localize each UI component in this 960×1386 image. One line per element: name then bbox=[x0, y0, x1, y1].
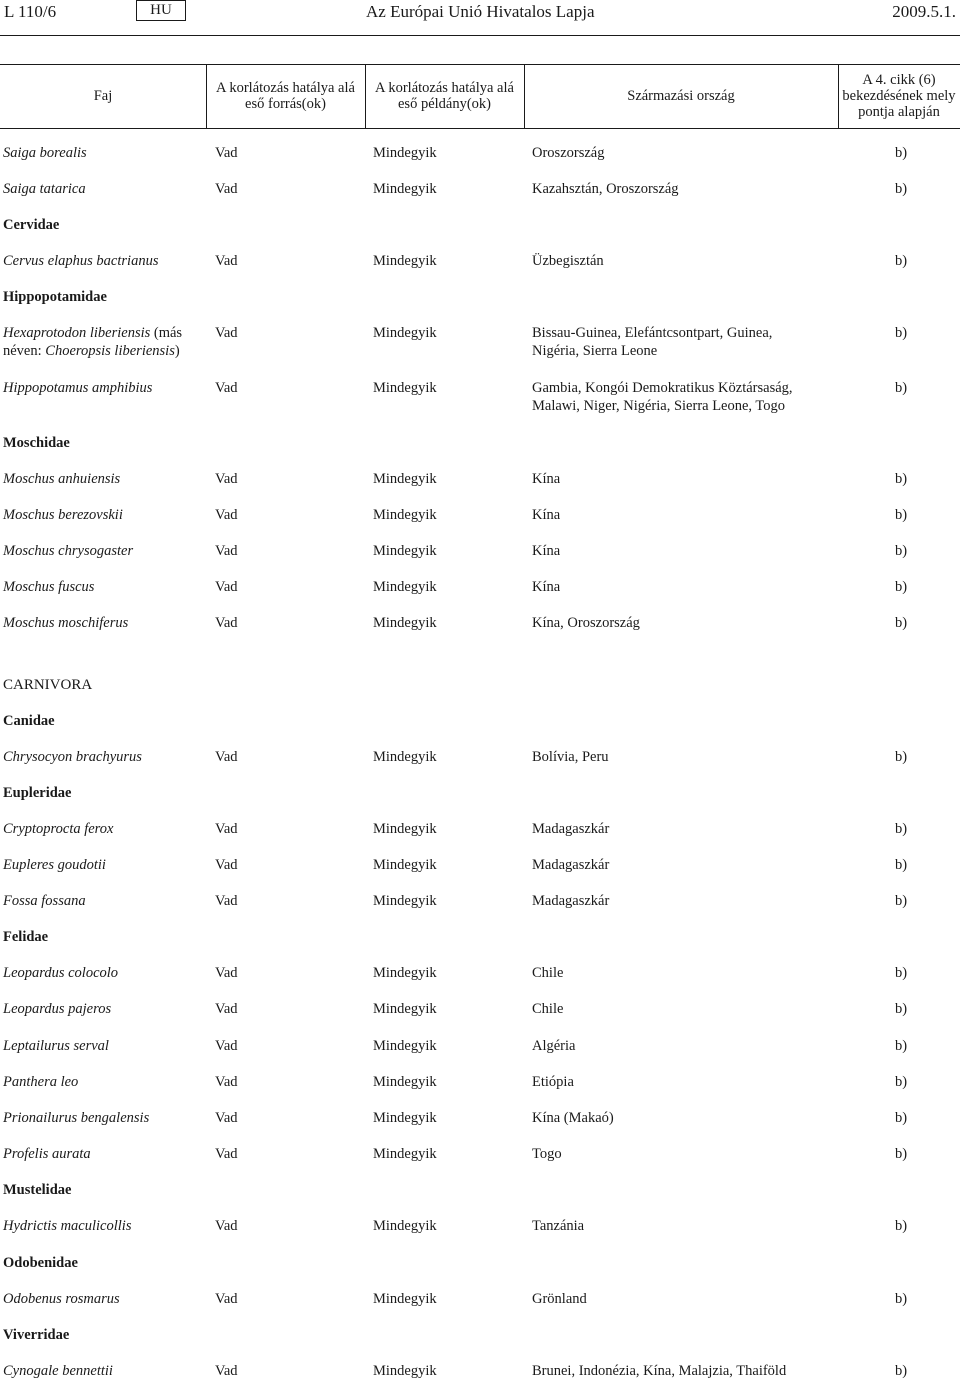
species-name: Profelis aurata bbox=[3, 1146, 91, 1162]
specimens-cell: Mindegyik bbox=[373, 579, 437, 595]
source-cell: Vad bbox=[215, 1218, 238, 1234]
country-cell: Brunei, Indonézia, Kína, Malajzia, Thaiföld bbox=[532, 1363, 787, 1379]
specimens-cell: Mindegyik bbox=[373, 253, 437, 269]
page-header bbox=[0, 0, 960, 30]
paragraph-cell: b) bbox=[895, 1146, 908, 1162]
species-name: Leptailurus serval bbox=[3, 1038, 109, 1054]
specimens-cell: Mindegyik bbox=[373, 965, 437, 981]
header-line: Származási ország bbox=[627, 88, 735, 104]
family-name: Eupleridae bbox=[3, 785, 72, 801]
country-cell: Algéria bbox=[532, 1038, 576, 1054]
country-cell: Kína bbox=[532, 507, 561, 523]
country-line: Gambia, Kongói Demokratikus Köztársaság, bbox=[532, 380, 793, 396]
specimens-cell: Mindegyik bbox=[373, 1291, 437, 1307]
paragraph-cell: b) bbox=[895, 507, 908, 523]
species-name: Cynogale bennettii bbox=[3, 1363, 113, 1379]
header-text bbox=[94, 88, 113, 104]
paragraph-cell: b) bbox=[895, 325, 908, 341]
specimens-cell: Mindegyik bbox=[373, 380, 437, 396]
country-cell: Madagaszkár bbox=[532, 821, 610, 837]
language-code-box: HU bbox=[136, 0, 186, 21]
order-name: CARNIVORA bbox=[3, 677, 93, 693]
paragraph-cell: b) bbox=[895, 893, 908, 909]
source-cell: Vad bbox=[215, 1001, 238, 1017]
source-cell: Vad bbox=[215, 253, 238, 269]
specimens-cell: Mindegyik bbox=[373, 1074, 437, 1090]
header-line: A 4. cikk (6) bbox=[862, 72, 936, 88]
source-cell: Vad bbox=[215, 857, 238, 873]
source-cell: Vad bbox=[215, 325, 238, 341]
source-cell: Vad bbox=[215, 380, 238, 396]
species-name: Saiga tatarica bbox=[3, 181, 86, 197]
header-line: eső példány(ok) bbox=[397, 96, 491, 112]
country-cell: Oroszország bbox=[532, 145, 605, 161]
header-text bbox=[627, 88, 735, 104]
species-table bbox=[0, 64, 960, 1386]
specimens-cell: Mindegyik bbox=[373, 471, 437, 487]
country-cell: Bolívia, Peru bbox=[532, 749, 609, 765]
species-name: Moschus chrysogaster bbox=[3, 543, 134, 559]
header-paragraph bbox=[838, 64, 960, 128]
species-name: Moschus anhuiensis bbox=[3, 471, 121, 487]
header-line: eső forrás(ok) bbox=[245, 96, 326, 112]
source-cell: Vad bbox=[215, 1110, 238, 1126]
country-cell: Chile bbox=[532, 965, 564, 981]
specimens-cell: Mindegyik bbox=[373, 507, 437, 523]
paragraph-cell: b) bbox=[895, 181, 908, 197]
header-text bbox=[842, 72, 955, 120]
source-cell: Vad bbox=[215, 1291, 238, 1307]
paragraph-cell: b) bbox=[895, 543, 908, 559]
specimens-cell: Mindegyik bbox=[373, 145, 437, 161]
header-specimens bbox=[365, 64, 524, 128]
source-cell: Vad bbox=[215, 145, 238, 161]
specimens-cell: Mindegyik bbox=[373, 821, 437, 837]
specimens-cell: Mindegyik bbox=[373, 1038, 437, 1054]
species-name: Moschus moschiferus bbox=[3, 615, 129, 631]
publication-date: 2009.5.1. bbox=[892, 2, 956, 21]
header-country bbox=[524, 64, 838, 128]
source-cell: Vad bbox=[215, 615, 238, 631]
paragraph-cell: b) bbox=[895, 1038, 908, 1054]
specimens-cell: Mindegyik bbox=[373, 181, 437, 197]
family-name: Moschidae bbox=[3, 435, 70, 451]
country-cell: Kazahsztán, Oroszország bbox=[532, 181, 679, 197]
source-cell: Vad bbox=[215, 821, 238, 837]
country-cell: Kína bbox=[532, 471, 561, 487]
species-name: Moschus berezovskii bbox=[3, 507, 123, 523]
country-cell: Etiópia bbox=[532, 1074, 574, 1090]
journal-title: Az Európai Unió Hivatalos Lapja bbox=[366, 2, 595, 21]
family-name: Odobenidae bbox=[3, 1255, 78, 1271]
species-name: Cervus elaphus bactrianus bbox=[3, 253, 159, 269]
paragraph-cell: b) bbox=[895, 380, 908, 396]
country-cell: Kína, Oroszország bbox=[532, 615, 640, 631]
species-name: Eupleres goudotii bbox=[3, 857, 106, 873]
source-cell: Vad bbox=[215, 749, 238, 765]
species-name: Hippopotamus amphibius bbox=[3, 380, 153, 396]
country-cell: Kína bbox=[532, 579, 561, 595]
header-line: pontja alapján bbox=[858, 104, 940, 120]
country-cell: Kína bbox=[532, 543, 561, 559]
country-cell bbox=[532, 324, 822, 360]
source-cell: Vad bbox=[215, 1146, 238, 1162]
country-cell: Chile bbox=[532, 1001, 564, 1017]
specimens-cell: Mindegyik bbox=[373, 1146, 437, 1162]
species-name: Odobenus rosmarus bbox=[3, 1291, 120, 1307]
header-line: bekezdésének mely bbox=[842, 88, 956, 104]
source-cell: Vad bbox=[215, 1363, 238, 1379]
species-name: Saiga borealis bbox=[3, 145, 87, 161]
country-line: Malawi, Niger, Nigéria, Sierra Leone, Togo bbox=[532, 398, 786, 414]
paragraph-cell: b) bbox=[895, 1001, 908, 1017]
paragraph-cell: b) bbox=[895, 857, 908, 873]
paragraph-cell: b) bbox=[895, 579, 908, 595]
country-cell: Togo bbox=[532, 1146, 562, 1162]
table-header-divider bbox=[0, 128, 960, 129]
page-number: L 110/6 bbox=[4, 2, 57, 21]
source-cell: Vad bbox=[215, 1038, 238, 1054]
specimens-cell: Mindegyik bbox=[373, 893, 437, 909]
family-name: Cervidae bbox=[3, 217, 60, 233]
specimens-cell: Mindegyik bbox=[373, 1110, 437, 1126]
source-cell: Vad bbox=[215, 543, 238, 559]
paragraph-cell: b) bbox=[895, 253, 908, 269]
paragraph-cell: b) bbox=[895, 1218, 908, 1234]
species-name-line: Hexaprotodon liberiensis (más bbox=[3, 325, 183, 341]
family-name: Felidae bbox=[3, 929, 49, 945]
specimens-cell: Mindegyik bbox=[373, 615, 437, 631]
family-name: Hippopotamidae bbox=[3, 289, 107, 305]
specimens-cell: Mindegyik bbox=[373, 325, 437, 341]
source-cell: Vad bbox=[215, 507, 238, 523]
species-name: Panthera leo bbox=[3, 1074, 79, 1090]
source-cell: Vad bbox=[215, 181, 238, 197]
country-cell: Tanzánia bbox=[532, 1218, 585, 1234]
paragraph-cell: b) bbox=[895, 615, 908, 631]
header-faj bbox=[0, 64, 206, 128]
source-cell: Vad bbox=[215, 965, 238, 981]
species-name: Prionailurus bengalensis bbox=[3, 1110, 150, 1126]
family-name: Mustelidae bbox=[3, 1182, 72, 1198]
header-line: A korlátozás hatálya alá bbox=[375, 80, 514, 96]
species-name: Cryptoprocta ferox bbox=[3, 821, 114, 837]
paragraph-cell: b) bbox=[895, 821, 908, 837]
header-source bbox=[206, 64, 365, 128]
species-name: Moschus fuscus bbox=[3, 579, 95, 595]
specimens-cell: Mindegyik bbox=[373, 749, 437, 765]
country-cell: Kína (Makaó) bbox=[532, 1110, 614, 1126]
family-name: Canidae bbox=[3, 713, 55, 729]
header-divider bbox=[0, 35, 960, 36]
source-cell: Vad bbox=[215, 471, 238, 487]
paragraph-cell: b) bbox=[895, 1110, 908, 1126]
source-cell: Vad bbox=[215, 893, 238, 909]
paragraph-cell: b) bbox=[895, 749, 908, 765]
country-line: Bissau-Guinea, Elefántcsontpart, Guinea, bbox=[532, 325, 773, 341]
paragraph-cell: b) bbox=[895, 1291, 908, 1307]
country-line: Nigéria, Sierra Leone bbox=[532, 343, 658, 359]
species-name bbox=[3, 324, 203, 360]
species-name: Leopardus colocolo bbox=[3, 965, 119, 981]
specimens-cell: Mindegyik bbox=[373, 1218, 437, 1234]
species-name: Hydrictis maculicollis bbox=[3, 1218, 132, 1234]
specimens-cell: Mindegyik bbox=[373, 857, 437, 873]
header-line: Faj bbox=[93, 88, 113, 104]
paragraph-cell: b) bbox=[895, 471, 908, 487]
header-line: A korlátozás hatálya alá bbox=[216, 80, 355, 96]
country-cell: Madagaszkár bbox=[532, 857, 610, 873]
specimens-cell: Mindegyik bbox=[373, 1001, 437, 1017]
species-name-line: néven: Choeropsis liberiensis) bbox=[3, 343, 180, 359]
paragraph-cell: b) bbox=[895, 1363, 908, 1379]
source-cell: Vad bbox=[215, 579, 238, 595]
specimens-cell: Mindegyik bbox=[373, 1363, 437, 1379]
species-name: Chrysocyon brachyurus bbox=[3, 749, 142, 765]
paragraph-cell: b) bbox=[895, 145, 908, 161]
species-name: Fossa fossana bbox=[3, 893, 86, 909]
specimens-cell: Mindegyik bbox=[373, 543, 437, 559]
source-cell: Vad bbox=[215, 1074, 238, 1090]
header-text bbox=[375, 80, 514, 112]
paragraph-cell: b) bbox=[895, 965, 908, 981]
country-cell: Üzbegisztán bbox=[532, 253, 604, 269]
paragraph-cell: b) bbox=[895, 1074, 908, 1090]
family-name: Viverridae bbox=[3, 1327, 70, 1343]
country-cell: Grönland bbox=[532, 1291, 587, 1307]
country-cell: Madagaszkár bbox=[532, 893, 610, 909]
header-text bbox=[216, 80, 355, 112]
species-name: Leopardus pajeros bbox=[3, 1001, 112, 1017]
country-cell bbox=[532, 379, 822, 415]
